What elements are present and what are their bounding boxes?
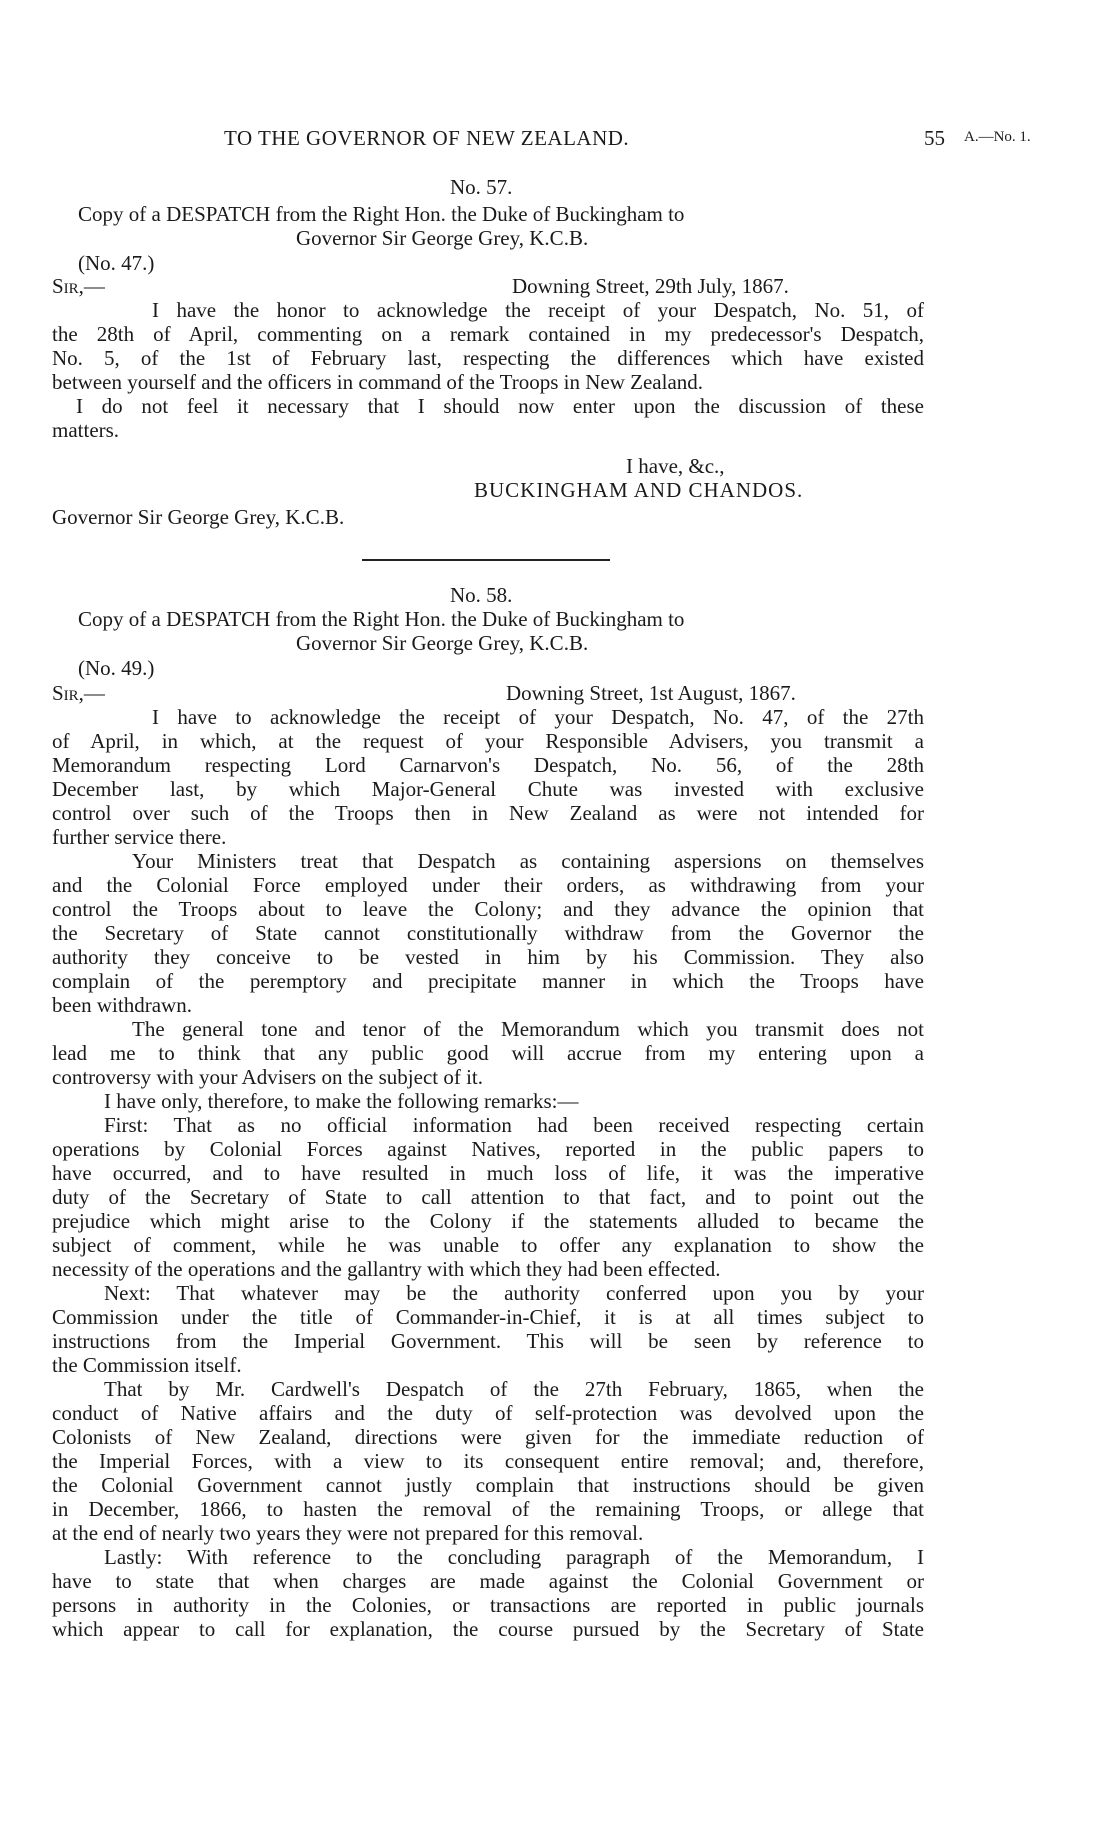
closing: I have, &c., (626, 454, 725, 478)
salutation: Sir,— (52, 274, 105, 298)
despatch-reference: (No. 47.) (78, 251, 155, 275)
body-line: Memorandum respecting Lord Carnarvon's Despatch, No. 56, of the 28th (52, 753, 924, 777)
body-line: No. 5, of the 1st of February last, respecting the differences which have existed (52, 346, 924, 370)
body-line: controversy with your Advisers on the subject of it. (52, 1065, 484, 1089)
body-line: at the end of nearly two years they were not prepared for this removal. (52, 1521, 644, 1545)
body-line: prejudice which might arise to the Colony if the statements alluded to became the (52, 1209, 924, 1233)
body-line: Next: That whatever may be the authority conferred upon you by your (104, 1281, 924, 1305)
body-line: matters. (52, 418, 120, 442)
body-line: which appear to call for explanation, the course pursued by the Secretary of State (52, 1617, 924, 1641)
addressee: Governor Sir George Grey, K.C.B. (52, 505, 345, 529)
despatch-addressee-line: Governor Sir George Grey, K.C.B. (296, 631, 589, 655)
body-line: authority they conceive to be vested in him by his Commission. They also (52, 945, 924, 969)
body-line: First: That as no official information had been received respecting certain (104, 1113, 924, 1137)
despatch-addressee-line: Governor Sir George Grey, K.C.B. (296, 226, 589, 250)
body-line: December last, by which Major-General Chute was invested with exclusive (52, 777, 924, 801)
despatch-number: No. 58. (450, 583, 513, 607)
body-line: I do not feel it necessary that I should now enter upon the discussion of these (76, 394, 924, 418)
body-line: have occurred, and to have resulted in much loss of life, it was the imperative (52, 1161, 924, 1185)
signature: BUCKINGHAM AND CHANDOS. (474, 478, 804, 502)
despatch-58-body (52, 705, 924, 1641)
running-header (52, 126, 1052, 156)
body-line: persons in authority in the Colonies, or transactions are reported in public journals (52, 1593, 924, 1617)
body-line: instructions from the Imperial Government. This will be seen by reference to (52, 1329, 924, 1353)
body-line: lead me to think that any public good will accrue from my entering upon a (52, 1041, 924, 1065)
body-line: have to state that when charges are made against the Colonial Government or (52, 1569, 924, 1593)
body-line: Colonists of New Zealand, directions were given for the immediate reduction of (52, 1425, 924, 1449)
body-line: between yourself and the officers in command of the Troops in New Zealand. (52, 370, 704, 394)
body-line: the 28th of April, commenting on a remark contained in my predecessor's Despatch, (52, 322, 924, 346)
despatch-57-body (52, 298, 924, 442)
section-divider (362, 559, 610, 561)
body-line: the Colonial Government cannot justly complain that instructions should be given (52, 1473, 924, 1497)
body-line: been withdrawn. (52, 993, 192, 1017)
despatch-copy-line: Copy of a DESPATCH from the Right Hon. the Duke of Buckingham to (78, 607, 685, 631)
salutation: Sir,— (52, 681, 105, 705)
body-line: I have to acknowledge the receipt of your Despatch, No. 47, of the 27th (152, 705, 924, 729)
body-line: the Imperial Forces, with a view to its consequent entire removal; and, therefore, (52, 1449, 924, 1473)
place-date: Downing Street, 1st August, 1867. (506, 681, 796, 705)
body-line: Your Ministers treat that Despatch as containing aspersions on themselves (132, 849, 924, 873)
body-line: in December, 1866, to hasten the removal of the remaining Troops, or allege that (52, 1497, 924, 1521)
body-line: conduct of Native affairs and the duty of self-protection was devolved upon the (52, 1401, 924, 1425)
body-line: subject of comment, while he was unable to offer any explanation to show the (52, 1233, 924, 1257)
body-line: Commission under the title of Commander-in-Chief, it is at all times subject to (52, 1305, 924, 1329)
body-line: control the Troops about to leave the Colony; and they advance the opinion that (52, 897, 924, 921)
body-line: Lastly: With reference to the concluding paragraph of the Memorandum, I (104, 1545, 924, 1569)
body-line: of April, in which, at the request of your Responsible Advisers, you transmit a (52, 729, 924, 753)
body-line: and the Colonial Force employed under their orders, as withdrawing from your (52, 873, 924, 897)
body-line: I have the honor to acknowledge the receipt of your Despatch, No. 51, of (152, 298, 924, 322)
body-line: That by Mr. Cardwell's Despatch of the 27th February, 1865, when the (104, 1377, 924, 1401)
body-line: necessity of the operations and the gallantry with which they had been effected. (52, 1257, 721, 1281)
body-line: the Secretary of State cannot constitutionally withdraw from the Governor the (52, 921, 924, 945)
header-title: TO THE GOVERNOR OF NEW ZEALAND. (224, 126, 630, 150)
body-line: The general tone and tenor of the Memorandum which you transmit does not (132, 1017, 924, 1041)
place-date: Downing Street, 29th July, 1867. (512, 274, 789, 298)
body-line: control over such of the Troops then in New Zealand as were not intended for (52, 801, 924, 825)
despatch-copy-line: Copy of a DESPATCH from the Right Hon. the Duke of Buckingham to (78, 202, 685, 226)
body-line: duty of the Secretary of State to call attention to that fact, and to point out the (52, 1185, 924, 1209)
page-number: 55 (924, 126, 945, 150)
series-reference: A.—No. 1. (964, 129, 1031, 145)
despatch-reference: (No. 49.) (78, 656, 155, 680)
body-line: further service there. (52, 825, 227, 849)
body-line: the Commission itself. (52, 1353, 242, 1377)
body-line: operations by Colonial Forces against Natives, reported in the public papers to (52, 1137, 924, 1161)
body-line: complain of the peremptory and precipitate manner in which the Troops have (52, 969, 924, 993)
body-line: I have only, therefore, to make the following remarks:— (104, 1089, 579, 1113)
despatch-number: No. 57. (450, 175, 513, 199)
